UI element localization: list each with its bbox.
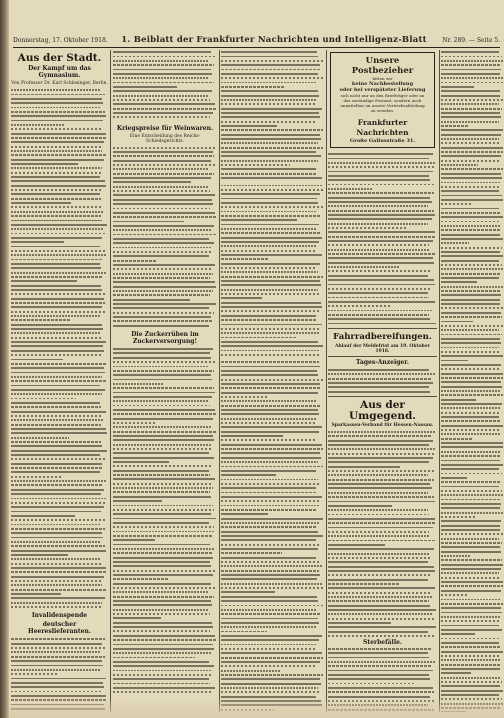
column-3 xyxy=(221,50,324,712)
text-line xyxy=(328,389,437,393)
column-rule xyxy=(439,50,440,712)
notice-title: Unsere Postbezieher xyxy=(351,56,414,76)
text-line xyxy=(113,590,217,594)
column-1 xyxy=(11,50,108,712)
text-line xyxy=(113,324,217,328)
text-line xyxy=(113,167,217,171)
text-line xyxy=(441,115,504,119)
text-line xyxy=(221,309,324,313)
text-line xyxy=(221,128,324,132)
text-line xyxy=(11,331,108,335)
notice-brand: Frankfurter Nachrichten xyxy=(356,118,409,137)
text-line xyxy=(113,351,217,355)
text-line xyxy=(113,464,217,468)
fahrrad-subheading: Ablauf der Meldefrist am 19. Oktober 1918. xyxy=(335,343,430,354)
text-line xyxy=(11,583,108,587)
column-5 xyxy=(441,50,504,712)
text-line xyxy=(441,167,504,171)
text-line xyxy=(11,457,108,461)
text-line xyxy=(11,483,108,487)
text-line xyxy=(113,629,217,633)
text-line xyxy=(11,431,108,435)
text-line xyxy=(113,490,217,494)
text-line xyxy=(221,141,324,145)
text-line xyxy=(221,577,324,581)
text-line xyxy=(441,267,504,271)
text-line xyxy=(441,558,504,562)
text-line xyxy=(328,269,437,273)
book-spine xyxy=(0,0,9,718)
text-line xyxy=(328,473,437,477)
text-line xyxy=(221,690,324,694)
text-line xyxy=(11,292,108,296)
text-line xyxy=(221,451,324,455)
text-line xyxy=(441,406,504,410)
section-heading-tages: Tages-Anzeiger. xyxy=(356,358,409,366)
text-line xyxy=(328,447,437,451)
text-line xyxy=(11,605,108,609)
text-line xyxy=(11,166,108,170)
issue-date: Donnerstag, 17. Oktober 1918. xyxy=(13,36,108,44)
text-line xyxy=(113,451,217,455)
article-body-zucker xyxy=(113,347,217,695)
text-line xyxy=(441,393,504,397)
article-headline-gymnasium: Der Kampf um das Gymnasium. xyxy=(28,65,91,79)
column-rule xyxy=(326,50,327,712)
text-line xyxy=(328,573,437,577)
text-line xyxy=(328,321,437,325)
text-line xyxy=(441,571,504,575)
article-subheadline-kriegspreise: Eine Entscheidung des Reichs-Schiedsgerichts. xyxy=(129,133,201,144)
text-line xyxy=(441,584,504,588)
text-line xyxy=(328,486,437,490)
article-body-umgegend xyxy=(328,430,437,639)
text-line xyxy=(11,305,108,309)
text-line xyxy=(11,470,108,474)
text-line xyxy=(113,293,217,297)
text-line xyxy=(11,344,108,348)
text-line xyxy=(113,306,217,310)
text-line xyxy=(441,432,504,436)
notice-line: sich nicht nur an den Briefträger oder an xyxy=(340,93,425,98)
text-line xyxy=(11,570,108,574)
text-line xyxy=(11,596,108,600)
article-body-col5 xyxy=(441,50,504,712)
text-line xyxy=(113,280,217,284)
newspaper-title: 1. Beiblatt der Frankfurter Nachrichten und Intelligenz-Blatt xyxy=(121,35,427,45)
text-line xyxy=(328,460,437,464)
article-body-kriegspreise xyxy=(113,146,217,328)
text-line xyxy=(441,445,504,449)
article-headline-zucker: Die Zuckerrüben im Zuckerversorgung! xyxy=(131,330,199,345)
article-body-col4-a xyxy=(328,152,437,326)
page-edge xyxy=(9,698,504,718)
text-line xyxy=(441,419,504,423)
text-line xyxy=(113,193,217,197)
text-line xyxy=(328,217,437,221)
text-line xyxy=(441,154,504,158)
text-line xyxy=(221,399,324,403)
text-line xyxy=(113,115,217,119)
text-line xyxy=(221,176,324,180)
text-line xyxy=(328,625,437,629)
text-line xyxy=(221,425,324,429)
text-line xyxy=(113,438,217,442)
article-body-tages xyxy=(328,368,437,394)
text-line xyxy=(11,153,108,157)
notice-line: zu wenden. xyxy=(370,108,395,113)
notice-line: keine Nachbestellung xyxy=(351,81,414,87)
text-line xyxy=(328,599,437,603)
section-heading-fahrrad: Fahrradbereifungen. xyxy=(333,331,432,342)
article-body-col3-b xyxy=(221,183,324,357)
section-heading-sterbe: Sterbefälle. xyxy=(362,639,403,647)
text-line xyxy=(441,254,504,258)
text-line xyxy=(328,230,437,234)
article-byline: Von Professor Dr. Karl Schlesinger, Berlin. xyxy=(11,81,108,86)
text-line xyxy=(328,612,437,616)
text-line xyxy=(441,684,504,688)
column-2 xyxy=(113,50,217,712)
umgegend-subheading: Sparkassen-Verband für Hessen-Nassau. xyxy=(331,422,434,428)
article-body-continued xyxy=(113,50,217,120)
text-line xyxy=(221,564,324,568)
text-line xyxy=(328,434,437,438)
postbezieher-notice xyxy=(330,52,435,148)
text-line xyxy=(11,444,108,448)
text-line xyxy=(328,256,437,260)
divider xyxy=(328,356,437,357)
text-line xyxy=(11,192,108,196)
text-line xyxy=(221,270,324,274)
newspaper-page xyxy=(9,0,504,718)
text-line xyxy=(328,634,437,638)
text-line xyxy=(221,412,324,416)
section-heading-umgegend: Aus der Umgegend. xyxy=(349,398,416,422)
text-line xyxy=(113,477,217,481)
page-number: Nr. 289. — Seite 5. xyxy=(442,36,500,44)
text-line xyxy=(221,538,324,542)
text-line xyxy=(441,141,504,145)
text-line xyxy=(11,179,108,183)
divider xyxy=(328,396,437,397)
text-line xyxy=(11,650,108,654)
text-line xyxy=(11,205,108,209)
text-line xyxy=(113,690,217,694)
notice-line: bitten wir xyxy=(372,76,393,81)
text-line xyxy=(441,545,504,549)
text-line xyxy=(441,532,504,536)
article-headline-invaliden: Invalidenspende xyxy=(31,612,88,620)
text-line xyxy=(113,319,217,323)
article-headline-kriegspreise: Kriegspreise für Weinwaren. xyxy=(116,124,214,132)
column-rule xyxy=(219,50,220,712)
notice-line: das zuständige Postamt, sondern auch unmittelbar an unsere Vertriebsabteilung xyxy=(340,98,425,108)
text-line xyxy=(221,154,324,158)
column-4 xyxy=(328,50,437,712)
text-line xyxy=(11,637,108,641)
text-line xyxy=(113,603,217,607)
column-rule xyxy=(110,50,111,712)
text-line xyxy=(221,353,324,357)
article-headline-invaliden-2: deutscher Heereslieferanten. xyxy=(28,621,91,636)
text-line xyxy=(441,128,504,132)
masthead xyxy=(13,33,500,48)
article-body-col3-c xyxy=(221,360,324,712)
text-line xyxy=(221,283,324,287)
text-line xyxy=(441,293,504,297)
notice-address: Große Gallusstraße 31. xyxy=(349,138,416,144)
article-body-gymnasium xyxy=(11,88,108,609)
text-line xyxy=(328,586,437,590)
text-line xyxy=(441,306,504,310)
text-line xyxy=(221,438,324,442)
section-heading-stadt: Aus der Stadt. xyxy=(17,52,102,64)
article-body-col3-a xyxy=(221,50,324,180)
text-line xyxy=(221,115,324,119)
text-line xyxy=(221,167,324,171)
text-line xyxy=(221,677,324,681)
divider xyxy=(328,328,437,329)
text-line xyxy=(113,154,217,158)
text-line xyxy=(328,243,437,247)
notice-line: oder bei verspäteter Lieferung xyxy=(339,87,426,93)
